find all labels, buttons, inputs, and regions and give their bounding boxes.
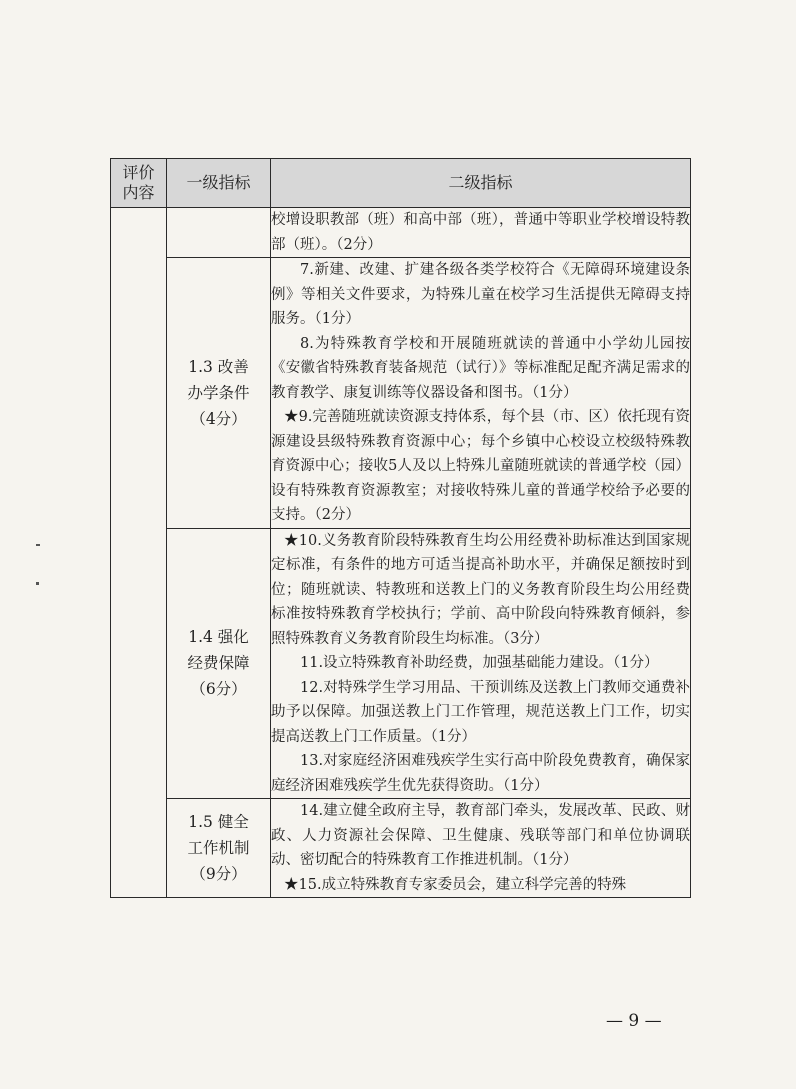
level2-item: ★9.完善随班就读资源支持体系，每个县（市、区）依托现有资源建设县级特殊教育资源中心；每个乡镇中心校设立校级特殊教育资源中心；接收5人及以上特殊儿童随班就读的普通学校（园）设有特殊教育资源教室；对接收特殊儿童的普通学校给予必要的支持。（2分） <box>271 409 690 523</box>
level2-item: 14.建立健全政府主导，教育部门牵头，发展改革、民政、财政、人力资源社会保障、卫生健康、残联等部门和单位协调联动、密切配合的特殊教育工作推进机制。（1分） <box>271 803 690 868</box>
page-number: — 9 — <box>606 1011 662 1031</box>
level2-item: 12.对特殊学生学习用品、干预训练及送教上门教师交通费补助予以保障。加强送教上门工作管理，规范送教上门工作，切实提高送教上门工作质量。（1分） <box>271 679 690 745</box>
table-row <box>111 208 691 258</box>
level1-label: 1.3 改善办学条件（4分） <box>187 357 250 428</box>
scan-speck <box>36 544 40 546</box>
level2-item: 11.设立特殊教育补助经费，加强基础能力建设。（1分） <box>300 655 659 671</box>
level2-item: 8.为特殊教育学校和开展随班就读的普通中小学幼儿园按《安徽省特殊教育装备规范（试行）》等标准配足配齐满足需求的教育教学、康复训练等仪器设备和图书。（1分） <box>271 335 690 401</box>
scan-speck <box>36 582 39 585</box>
level2-cell <box>271 528 691 799</box>
level2-item: ★15.成立特殊教育专家委员会，建立科学完善的特殊 <box>284 876 627 893</box>
table-row <box>111 799 691 898</box>
table-row <box>111 528 691 799</box>
level2-cell <box>271 258 691 529</box>
table-header-row <box>111 159 691 208</box>
level1-cell-empty <box>167 208 271 258</box>
level2-item: ★10.义务教育阶段特殊教育生均公用经费补助标准达到国家规定标准，有条件的地方可适当提高补助水平，并确保足额按时到位；随班就读、特教班和送教上门的义务教育阶段生均公用经费标准按特殊教育学校执行；学前、高中阶段向特殊教育倾斜，参照特殊教育义务教育阶段生均标准。（3分） <box>271 532 690 647</box>
level1-cell <box>167 258 271 529</box>
table-row <box>111 258 691 529</box>
header-eval-content: 评价内容 <box>111 159 167 208</box>
level2-cell <box>271 799 691 898</box>
level1-label: 1.5 健全工作机制（9分） <box>187 813 250 883</box>
level1-cell <box>167 799 271 898</box>
level2-cell <box>271 208 691 258</box>
level2-item: 13.对家庭经济困难残疾学生实行高中阶段免费教育，确保家庭经济困难残疾学生优先获得资助。（1分） <box>271 753 690 794</box>
indicator-table <box>110 158 691 898</box>
level2-item: 7.新建、改建、扩建各级各类学校符合《无障碍环境建设条例》等相关文件要求，为特殊儿童在校学习生活提供无障碍支持服务。（1分） <box>271 262 690 327</box>
eval-content-cell <box>111 208 167 898</box>
level1-label: 1.4 强化经费保障（6分） <box>187 628 250 699</box>
header-level1-indicator: 一级指标 <box>167 159 271 208</box>
level1-cell <box>167 528 271 799</box>
level2-item: 校增设职教部（班）和高中部（班），普通中等职业学校增设特教部（班）。（2分） <box>271 212 690 253</box>
header-level2-indicator: 二级指标 <box>271 159 691 208</box>
